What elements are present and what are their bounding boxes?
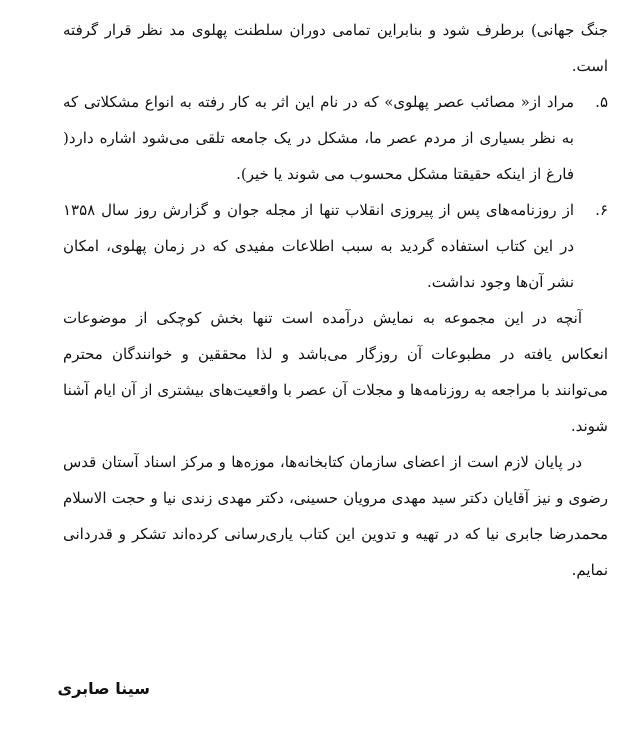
list-item-text: مراد از« مصائب عصر پهلوی» که در نام این اثر به کار رفته به انواع مشکلاتی که به نظر بسیاری از مردم عصر ما، مشکل در یک جامعه تلقی می‌شود اشاره دارد( فارغ از اینکه حقیقتا مشکل محسوب می شوند یا خیر). — [63, 93, 574, 183]
list-item-text: از روزنامه‌های پس از پیروزی انقلاب تنها از مجله جوان و گزارش روز سال ۱۳۵۸ در این کتاب استفاده گردید به سبب اطلاعات مفیدی که در زمان پهلوی، امکان نشر آن‌ها وجود نداشت. — [63, 201, 574, 291]
continuation-paragraph: جنگ جهانی) برطرف شود و بنابراین تمامی دوران سلطنت پهلوی مد نظر قرار گرفته است. — [63, 21, 608, 75]
body-paragraph-newspapers: آنچه در این مجموعه به نمایش درآمده است تنها بخش کوچکی از موضوعات انعکاس یافته در مطبوعات آن روزگار می‌باشد و لذا محققین و خوانندگان محترم می‌توانند با مراجعه به روزنامه‌ها و مجلات آن عصر با واقعیت‌های بیشتری از آن ایام آشنا شوند. — [63, 309, 608, 435]
list-item-5 — [63, 84, 608, 192]
author-signature: سینا صابری — [57, 679, 150, 698]
list-item-number: ۵. — [595, 93, 608, 111]
list-item-6 — [63, 192, 608, 300]
list-item-number: ۶. — [595, 201, 608, 219]
document-body — [63, 12, 608, 588]
body-paragraph-acknowledgements: در پایان لازم است از اعضای سازمان کتابخانه‌ها، موزه‌ها و مرکز اسناد آستان قدس رضوی و نیز آقایان دکتر سید مهدی مرویان حسینی، دکتر مهدی زندی نیا و حجت الاسلام محمدرضا جابری نیا که در تهیه و تدوین این کتاب یاری‌رسانی کرده‌اند تشکر و قدردانی نمایم. — [63, 453, 608, 579]
